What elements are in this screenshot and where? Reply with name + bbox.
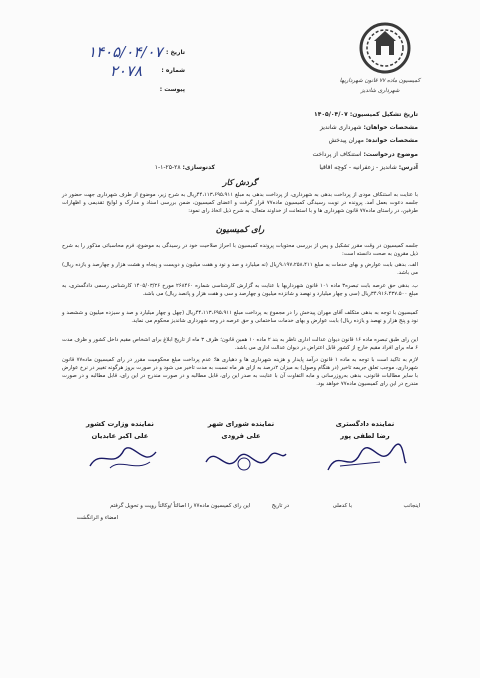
signature-name-justice: رضا لطفی پور	[340, 432, 390, 440]
defendant-row	[218, 137, 418, 144]
report-title: گردش کار	[222, 177, 258, 187]
address-row	[218, 164, 418, 171]
code-row	[120, 164, 215, 171]
decision-paragraph-2: الف. بدهی بابت عوارض و بهای خدمات به مبلغ ۹،۱۹۷،۲۵۸،۴۱۱ریال (نه میلیارد و صد و نود و هفت میلیون و دویست و پنجاه و هشت هزار و چهارصد و یازده ریال) می باشد.	[62, 262, 418, 277]
defendant-value: مهران پیدخش	[328, 137, 364, 144]
footer-line1-a: اینجانب	[403, 503, 420, 509]
code-label: کدنوسازی:	[182, 164, 215, 171]
subject-value: استنکاف از پرداخت	[312, 151, 362, 158]
decision-paragraph-5: این رای طبق تبصره ماده ۱۶ قانون دیوان عدالت اداری ناظر به بند ۲ ماده ۱۰ همین قانون؛ ظرف ۳ ماه از تاریخ ابلاغ برای اشخاص مقیم داخل کشور و ظرف مدت ۶ ماه برای افراد مقیم خارج از کشور قابل اعتراض در دیوان عدالت اداری می باشد.	[62, 337, 419, 352]
footer-line1-b: با کدملی	[332, 503, 353, 509]
decision-paragraph-4: کمیسیون با توجه به بدهی متکلف آقای مهران پیدخش را در مجموع به پرداخت مبلغ ۴۴،۱۱۳،۶۹۵،۹۱۱ریال (چهل و چهار میلیارد و صد و سیزده میلیون و ششصد و نود و پنج هزار و نهصد و یازده ریال) بابت عوارض و بهای خدمات ساختمانی و حق عرصه در وجه شهرداری شاندیز محکوم می نماید.	[62, 310, 418, 325]
address-label: آدرس:	[398, 164, 418, 171]
signature-role-interior: نماینده وزارت کشور	[86, 420, 154, 428]
subject-row	[218, 151, 418, 158]
date-label: تاریخ :	[165, 49, 185, 56]
plaintiff-label: مشخصات خواهان:	[363, 124, 418, 131]
plaintiff-value: شهرداری شاندیز	[319, 124, 362, 131]
footer-line-1	[62, 502, 420, 510]
defendant-label: مشخصات خوانده:	[365, 137, 418, 144]
footer-line1-c: در تاریخ	[271, 503, 290, 509]
decision-paragraph-3: ب. بدهی حق عرصه بابت تبصره۳ ماده ۱۰۱ قانون شهرداریها با عنایت به گزارش کارشناسی شماره ۲۶۸۴۶۰ مورخ ۱۴۰۵/۰۳/۲۶ کارشناس رسمی دادگستری، به مبلغ ۳۴،۹۱۶،۴۳۷،۵۰۰ریال (سی و چهار میلیارد و نهصد و شانزده میلیون و چهارصد و سی و هفت هزار و پانصد ریال) می باشد.	[62, 283, 419, 298]
date-value-handwritten: ۱۴۰۵/۰۴/۰۷	[88, 43, 163, 61]
attachment-label: پیوست :	[159, 86, 185, 93]
footer-line1-d: این رای کمیسیون ماده۷۷ را اصالتاً /وکالتاً رویت و تحویل گرفتم	[110, 503, 251, 509]
address-value: شاندیز - زعفرانیه - کوچه اقاقیا	[319, 164, 397, 171]
footer-line-2: امضاء و اثرانگشت	[76, 515, 118, 521]
municipality-emblem-icon	[354, 21, 416, 75]
signature-name-council: علی فرودی	[221, 432, 261, 440]
report-text: با عنایت به استنکاف مودی از پرداخت بدهی به شهرداری، از پرداخت بدهی به مبلغ ۴۴،۱۱۳،۶۹۵،۹۱۱ریال به شرح زیر، موضوع از طرف شهرداری جهت حضور در جلسه دعوت بعمل آمد. پرونده در نوبت رسیدگی کمیسیون ماده۷۷ قرار گرفت و اعضای کمیسیون، ضمن بررسی اسناد و مدارک و لوایح تقدیمی و اظهارات طرفین، در راستای ماده۷۷ قانون شهرداری ها و با استعانت از خداوند متعال، به شرح ذیل اتخاذ رای نمود:	[62, 192, 418, 215]
number-value-handwritten: ۲۰۷۸	[109, 62, 143, 80]
subject-label: موضوع درخواست:	[363, 151, 418, 158]
code-value: ۲۸-۲۵-۱-۱	[154, 164, 181, 171]
org-name-line1: کمیسیون ماده ۷۷ قانون شهرداریها	[339, 78, 421, 84]
signature-role-justice: نماینده دادگستری	[335, 420, 395, 428]
signature-scribble-council	[200, 440, 290, 484]
number-label: شماره :	[161, 67, 185, 74]
decision-paragraph-1: جلسه کمیسیون در وقت مقرر تشکیل و پس از بررسی محتویات پرونده کمیسیون با احراز صلاحیت خود در رسیدگی به موضوع، فرم محاسباتی مذکور را به شرح ذیل مقرون به صحت دانسته است:	[62, 243, 418, 258]
signature-scribble-justice	[320, 440, 410, 484]
signature-name-interior: علی اکبر عابدیان	[91, 432, 149, 440]
decision-title: رای کمیسیون	[215, 225, 265, 235]
org-name-line2: شهرداری شاندیز	[360, 88, 400, 94]
decision-paragraph-6: لازم به تاکید است با توجه به ماده ۱ قانون درآمد پایدار و هزینه شهرداری ها و دهیاری ها؛ عدم پرداخت مبلغ محکومیت مقرر در رای کمیسیون ماده۷۷ قانون شهرداری، موجب تعلق جریمه تاخیر (در هنگام وصول) به میزان ۲درصد به ازای هر ماه نسبت به مدت تاخیر می شود و در صورت بروز هرگونه تغییر در نرخ عوارض با سایر مطالبات قانونی، بدهی به‌روزرسانی و مابه التفاوت آن با عنایت به صدر این رای، قابل مطالبه و در صورت مندرج در این رای، قابل مطالبه و در صورت مندرج در این رای کمیسیون ماده۷۷ خواهد بود.	[62, 357, 418, 388]
plaintiff-row	[218, 124, 418, 131]
signature-scribble-interior	[80, 438, 170, 482]
formation-date: تاریخ تشکیل کمیسیون: ۱۴۰۵/۰۴/۰۷	[314, 111, 418, 118]
signature-role-council: نماینده شورای شهر	[207, 420, 275, 428]
